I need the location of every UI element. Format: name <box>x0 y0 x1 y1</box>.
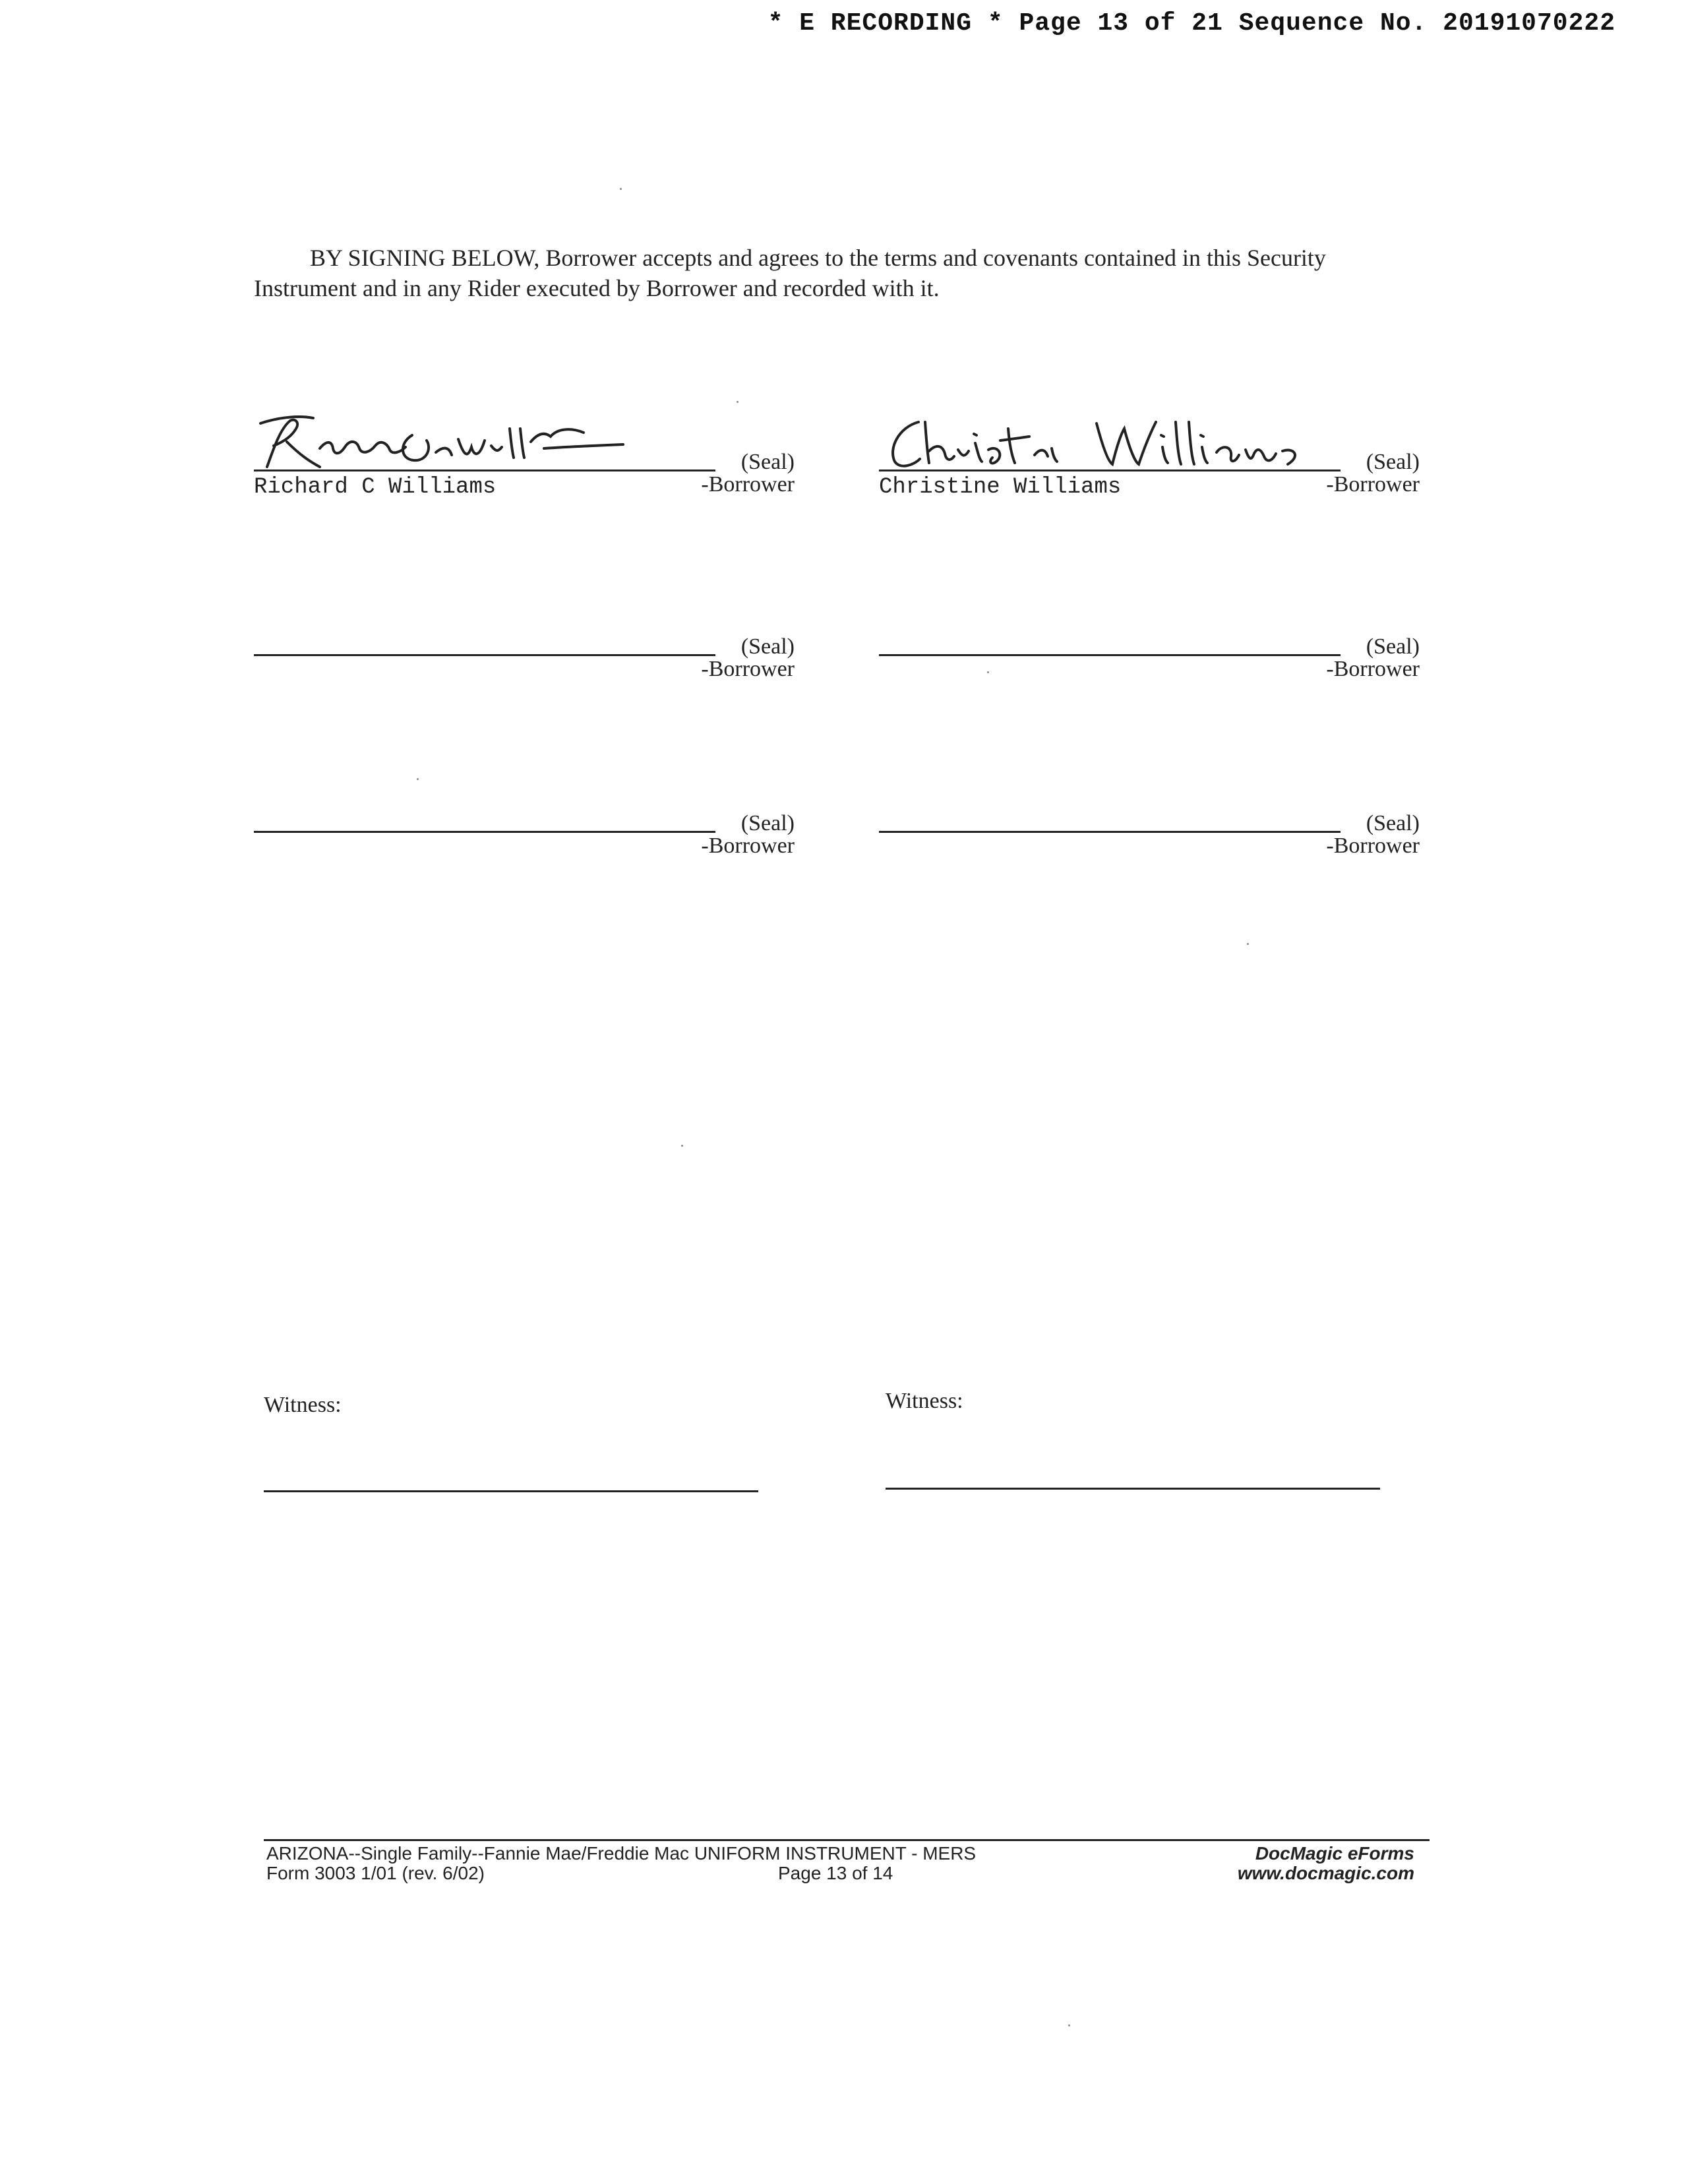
signature-block-borrower-1 <box>254 429 795 508</box>
witness-line-right <box>886 1488 1380 1490</box>
footer-form-number: Form 3003 1/01 (rev. 6/02) <box>266 1863 485 1883</box>
footer-page-number: Page 13 of 14 <box>778 1863 893 1883</box>
signature-block-borrower-4 <box>879 613 1420 692</box>
handwritten-signature-richard <box>254 409 715 475</box>
seal-label: (Seal) <box>740 450 795 474</box>
footer-website: www.docmagic.com <box>1237 1863 1414 1883</box>
signature-line <box>254 470 715 471</box>
signature-block-borrower-5 <box>254 790 795 869</box>
seal-label: (Seal) <box>740 634 795 659</box>
signature-block-borrower-2 <box>879 429 1420 508</box>
signature-line <box>254 831 715 833</box>
witness-label-right: Witness: <box>886 1389 963 1413</box>
scan-speck <box>417 778 419 780</box>
signature-line <box>254 654 715 656</box>
scan-speck <box>681 1145 683 1147</box>
borrower-role-label: -Borrower <box>701 657 795 681</box>
borrower-role-label: -Borrower <box>701 834 795 858</box>
borrower-role-label: -Borrower <box>1326 834 1420 858</box>
footer-brand: DocMagic eForms <box>1255 1843 1414 1864</box>
witness-line-left <box>264 1490 758 1492</box>
scan-speck <box>620 188 622 190</box>
scan-speck <box>1247 943 1249 945</box>
signature-block-borrower-3 <box>254 613 795 692</box>
borrower-role-label: -Borrower <box>1326 472 1420 497</box>
borrower-role-label: -Borrower <box>1326 657 1420 681</box>
seal-label: (Seal) <box>1366 634 1420 659</box>
seal-label: (Seal) <box>740 811 795 835</box>
signing-statement <box>254 243 1414 303</box>
signing-statement-text: BY SIGNING BELOW, Borrower accepts and agrees to the terms and covenants contained in this Security Instrument and in any Rider executed by Borrower and recorded with it. <box>254 245 1326 301</box>
signature-line <box>879 831 1341 833</box>
footer-rule <box>264 1839 1430 1841</box>
recording-header: * E RECORDING * Page 13 of 21 Sequence No. 20191070222 <box>768 9 1615 38</box>
scan-speck <box>987 671 989 673</box>
signature-line <box>879 470 1341 471</box>
signature-line <box>879 654 1341 656</box>
scan-speck <box>1068 2024 1070 2026</box>
seal-label: (Seal) <box>1366 811 1420 835</box>
borrower-name: Richard C Williams <box>254 475 497 500</box>
witness-label-left: Witness: <box>264 1393 342 1417</box>
handwritten-signature-christine <box>879 409 1341 475</box>
seal-label: (Seal) <box>1366 450 1420 474</box>
borrower-role-label: -Borrower <box>701 472 795 497</box>
footer-form-title: ARIZONA--Single Family--Fannie Mae/Freddie Mac UNIFORM INSTRUMENT - MERS <box>266 1843 977 1864</box>
signature-block-borrower-6 <box>879 790 1420 869</box>
scan-speck <box>737 401 738 403</box>
borrower-name: Christine Williams <box>879 475 1122 500</box>
